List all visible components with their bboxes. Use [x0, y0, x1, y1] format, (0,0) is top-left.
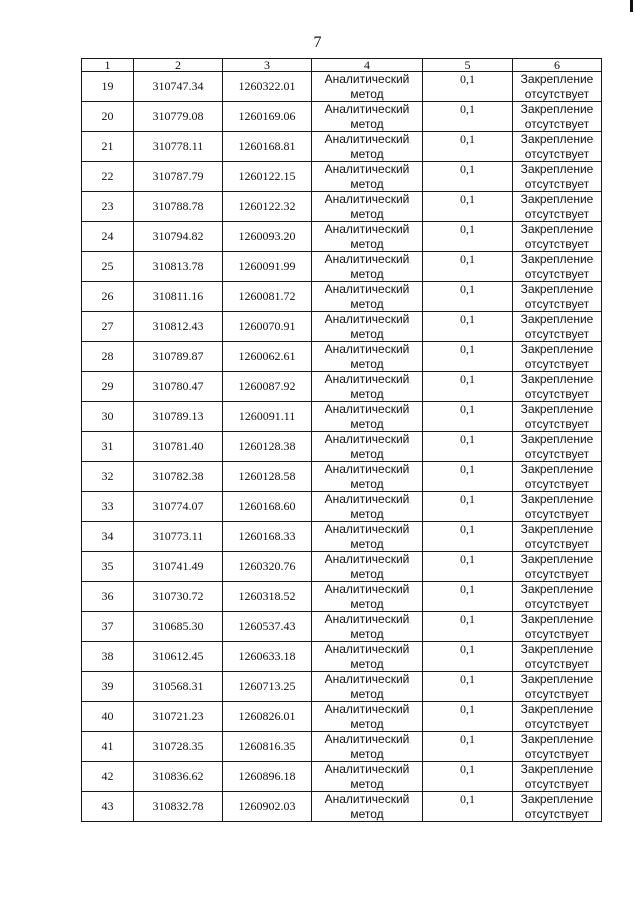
y-coordinate-cell: 1260318.52	[223, 582, 312, 612]
x-coordinate-cell: 310832.78	[134, 792, 223, 822]
point-number-cell: 41	[82, 732, 134, 762]
method-line: метод	[350, 746, 384, 761]
y-coordinate-cell: 1260896.18	[223, 762, 312, 792]
fixation-line: отсутствует	[524, 296, 590, 311]
y-coordinate-cell: 1260128.58	[223, 462, 312, 492]
fixation-line: отсутствует	[524, 566, 590, 581]
table-row	[82, 492, 602, 522]
fixation-cell	[513, 372, 602, 402]
x-coordinate-cell: 310812.43	[134, 312, 223, 342]
coordinates-table	[81, 58, 602, 822]
fixation-line: отсутствует	[524, 506, 590, 521]
fixation-line: Закрепление	[520, 72, 594, 86]
x-coordinate-cell: 310773.11	[134, 522, 223, 552]
fixation-line: Закрепление	[520, 732, 594, 746]
point-number-cell: 37	[82, 612, 134, 642]
fixation-line: отсутствует	[524, 416, 590, 431]
fixation-line: отсутствует	[524, 386, 590, 401]
method-line: метод	[350, 176, 384, 191]
method-line: метод	[350, 716, 384, 731]
column-header: 5	[423, 59, 513, 72]
method-line: Аналитический	[324, 792, 410, 806]
accuracy-cell: 0,1	[423, 102, 513, 132]
method-line: Аналитический	[324, 702, 410, 716]
y-coordinate-cell: 1260168.33	[223, 522, 312, 552]
table-row	[82, 702, 602, 732]
accuracy-cell: 0,1	[423, 372, 513, 402]
method-cell	[312, 432, 423, 462]
method-line: Аналитический	[324, 102, 410, 116]
fixation-cell	[513, 162, 602, 192]
x-coordinate-cell: 310730.72	[134, 582, 223, 612]
method-cell	[312, 162, 423, 192]
fixation-cell	[513, 72, 602, 102]
fixation-cell	[513, 552, 602, 582]
table-row	[82, 372, 602, 402]
fixation-line: Закрепление	[520, 762, 594, 776]
accuracy-cell: 0,1	[423, 72, 513, 102]
table-row	[82, 72, 602, 102]
fixation-cell	[513, 192, 602, 222]
fixation-cell	[513, 312, 602, 342]
table-row	[82, 672, 602, 702]
method-line: Аналитический	[324, 582, 410, 596]
point-number-cell: 42	[82, 762, 134, 792]
fixation-cell	[513, 672, 602, 702]
point-number-cell: 31	[82, 432, 134, 462]
fixation-line: Закрепление	[520, 312, 594, 326]
table-row	[82, 732, 602, 762]
method-cell	[312, 642, 423, 672]
fixation-line: Закрепление	[520, 222, 594, 236]
method-line: метод	[350, 266, 384, 281]
method-line: метод	[350, 86, 384, 101]
table-row	[82, 342, 602, 372]
fixation-line: отсутствует	[524, 536, 590, 551]
fixation-line: отсутствует	[524, 626, 590, 641]
point-number-cell: 23	[82, 192, 134, 222]
table-row	[82, 462, 602, 492]
fixation-cell	[513, 612, 602, 642]
y-coordinate-cell: 1260826.01	[223, 702, 312, 732]
fixation-line: Закрепление	[520, 162, 594, 176]
method-cell	[312, 102, 423, 132]
table-row	[82, 132, 602, 162]
point-number-cell: 20	[82, 102, 134, 132]
accuracy-cell: 0,1	[423, 762, 513, 792]
fixation-line: отсутствует	[524, 716, 590, 731]
method-cell	[312, 792, 423, 822]
method-cell	[312, 762, 423, 792]
point-number-cell: 24	[82, 222, 134, 252]
accuracy-cell: 0,1	[423, 522, 513, 552]
fixation-line: отсутствует	[524, 86, 590, 101]
fixation-cell	[513, 342, 602, 372]
point-number-cell: 27	[82, 312, 134, 342]
fixation-line: Закрепление	[520, 522, 594, 536]
table-row	[82, 282, 602, 312]
x-coordinate-cell: 310782.38	[134, 462, 223, 492]
method-line: метод	[350, 446, 384, 461]
fixation-line: отсутствует	[524, 116, 590, 131]
point-number-cell: 38	[82, 642, 134, 672]
y-coordinate-cell: 1260713.25	[223, 672, 312, 702]
point-number-cell: 40	[82, 702, 134, 732]
column-header: 3	[223, 59, 312, 72]
fixation-line: Закрепление	[520, 792, 594, 806]
point-number-cell: 34	[82, 522, 134, 552]
method-cell	[312, 312, 423, 342]
x-coordinate-cell: 310728.35	[134, 732, 223, 762]
method-cell	[312, 492, 423, 522]
method-cell	[312, 582, 423, 612]
x-coordinate-cell: 310787.79	[134, 162, 223, 192]
table-row	[82, 402, 602, 432]
method-line: Аналитический	[324, 72, 410, 86]
x-coordinate-cell: 310836.62	[134, 762, 223, 792]
fixation-line: отсутствует	[524, 266, 590, 281]
table-header-row	[82, 59, 602, 72]
method-line: метод	[350, 476, 384, 491]
fixation-line: отсутствует	[524, 356, 590, 371]
page-number: 7	[313, 34, 322, 51]
method-line: метод	[350, 776, 384, 791]
y-coordinate-cell: 1260122.15	[223, 162, 312, 192]
method-line: метод	[350, 626, 384, 641]
x-coordinate-cell: 310721.23	[134, 702, 223, 732]
coordinates-table-container	[81, 58, 601, 822]
x-coordinate-cell: 310685.30	[134, 612, 223, 642]
x-coordinate-cell: 310788.78	[134, 192, 223, 222]
method-line: метод	[350, 386, 384, 401]
method-cell	[312, 702, 423, 732]
fixation-cell	[513, 462, 602, 492]
fixation-line: Закрепление	[520, 672, 594, 686]
table-row	[82, 102, 602, 132]
fixation-line: Закрепление	[520, 582, 594, 596]
y-coordinate-cell: 1260062.61	[223, 342, 312, 372]
method-line: Аналитический	[324, 222, 410, 236]
table-row	[82, 612, 602, 642]
fixation-line: Закрепление	[520, 402, 594, 416]
x-coordinate-cell: 310780.47	[134, 372, 223, 402]
x-coordinate-cell: 310568.31	[134, 672, 223, 702]
fixation-line: Закрепление	[520, 612, 594, 626]
fixation-line: отсутствует	[524, 236, 590, 251]
fixation-cell	[513, 432, 602, 462]
column-header: 4	[312, 59, 423, 72]
fixation-line: Закрепление	[520, 552, 594, 566]
method-line: Аналитический	[324, 192, 410, 206]
y-coordinate-cell: 1260633.18	[223, 642, 312, 672]
accuracy-cell: 0,1	[423, 192, 513, 222]
fixation-cell	[513, 792, 602, 822]
x-coordinate-cell: 310778.11	[134, 132, 223, 162]
accuracy-cell: 0,1	[423, 792, 513, 822]
method-line: Аналитический	[324, 522, 410, 536]
method-line: Аналитический	[324, 252, 410, 266]
x-coordinate-cell: 310774.07	[134, 492, 223, 522]
method-line: метод	[350, 536, 384, 551]
fixation-line: Закрепление	[520, 102, 594, 116]
method-line: Аналитический	[324, 402, 410, 416]
table-row	[82, 192, 602, 222]
fixation-line: отсутствует	[524, 176, 590, 191]
table-row	[82, 762, 602, 792]
method-line: Аналитический	[324, 462, 410, 476]
method-line: метод	[350, 806, 384, 821]
method-line: метод	[350, 296, 384, 311]
fixation-line: Закрепление	[520, 132, 594, 146]
fixation-line: Закрепление	[520, 342, 594, 356]
method-cell	[312, 672, 423, 702]
method-line: метод	[350, 116, 384, 131]
method-line: Аналитический	[324, 492, 410, 506]
fixation-line: Закрепление	[520, 192, 594, 206]
accuracy-cell: 0,1	[423, 222, 513, 252]
fixation-line: Закрепление	[520, 702, 594, 716]
point-number-cell: 29	[82, 372, 134, 402]
table-row	[82, 522, 602, 552]
fixation-cell	[513, 642, 602, 672]
fixation-cell	[513, 762, 602, 792]
y-coordinate-cell: 1260169.06	[223, 102, 312, 132]
fixation-line: отсутствует	[524, 596, 590, 611]
method-cell	[312, 732, 423, 762]
fixation-line: Закрепление	[520, 462, 594, 476]
y-coordinate-cell: 1260168.81	[223, 132, 312, 162]
x-coordinate-cell: 310741.49	[134, 552, 223, 582]
table-row	[82, 312, 602, 342]
table-row	[82, 792, 602, 822]
method-line: Аналитический	[324, 132, 410, 146]
accuracy-cell: 0,1	[423, 492, 513, 522]
accuracy-cell: 0,1	[423, 282, 513, 312]
fixation-line: отсутствует	[524, 206, 590, 221]
fixation-line: Закрепление	[520, 492, 594, 506]
y-coordinate-cell: 1260816.35	[223, 732, 312, 762]
point-number-cell: 28	[82, 342, 134, 372]
point-number-cell: 39	[82, 672, 134, 702]
method-cell	[312, 372, 423, 402]
method-line: Аналитический	[324, 372, 410, 386]
table-row	[82, 252, 602, 282]
y-coordinate-cell: 1260902.03	[223, 792, 312, 822]
column-header: 6	[513, 59, 602, 72]
accuracy-cell: 0,1	[423, 402, 513, 432]
method-line: метод	[350, 506, 384, 521]
point-number-cell: 22	[82, 162, 134, 192]
fixation-line: Закрепление	[520, 642, 594, 656]
method-line: Аналитический	[324, 552, 410, 566]
table-body	[82, 72, 602, 822]
method-line: метод	[350, 686, 384, 701]
accuracy-cell: 0,1	[423, 162, 513, 192]
y-coordinate-cell: 1260322.01	[223, 72, 312, 102]
x-coordinate-cell: 310789.13	[134, 402, 223, 432]
y-coordinate-cell: 1260091.99	[223, 252, 312, 282]
accuracy-cell: 0,1	[423, 132, 513, 162]
fixation-cell	[513, 252, 602, 282]
table-row	[82, 642, 602, 672]
x-coordinate-cell: 310813.78	[134, 252, 223, 282]
accuracy-cell: 0,1	[423, 252, 513, 282]
table-row	[82, 582, 602, 612]
scan-corner-mark	[630, 0, 633, 12]
method-cell	[312, 462, 423, 492]
y-coordinate-cell: 1260128.38	[223, 432, 312, 462]
x-coordinate-cell: 310747.34	[134, 72, 223, 102]
fixation-line: отсутствует	[524, 806, 590, 821]
method-line: метод	[350, 146, 384, 161]
method-line: Аналитический	[324, 642, 410, 656]
method-line: метод	[350, 566, 384, 581]
fixation-line: отсутствует	[524, 776, 590, 791]
point-number-cell: 19	[82, 72, 134, 102]
point-number-cell: 35	[82, 552, 134, 582]
method-line: Аналитический	[324, 282, 410, 296]
fixation-line: отсутствует	[524, 686, 590, 701]
fixation-line: отсутствует	[524, 146, 590, 161]
point-number-cell: 30	[82, 402, 134, 432]
x-coordinate-cell: 310612.45	[134, 642, 223, 672]
fixation-cell	[513, 222, 602, 252]
fixation-line: Закрепление	[520, 372, 594, 386]
x-coordinate-cell: 310789.87	[134, 342, 223, 372]
method-line: Аналитический	[324, 312, 410, 326]
method-line: метод	[350, 326, 384, 341]
accuracy-cell: 0,1	[423, 432, 513, 462]
accuracy-cell: 0,1	[423, 582, 513, 612]
method-cell	[312, 402, 423, 432]
column-header: 1	[82, 59, 134, 72]
fixation-cell	[513, 132, 602, 162]
method-line: метод	[350, 656, 384, 671]
y-coordinate-cell: 1260537.43	[223, 612, 312, 642]
fixation-line: отсутствует	[524, 446, 590, 461]
fixation-cell	[513, 732, 602, 762]
point-number-cell: 33	[82, 492, 134, 522]
x-coordinate-cell: 310794.82	[134, 222, 223, 252]
y-coordinate-cell: 1260093.20	[223, 222, 312, 252]
accuracy-cell: 0,1	[423, 732, 513, 762]
accuracy-cell: 0,1	[423, 702, 513, 732]
method-line: Аналитический	[324, 342, 410, 356]
fixation-cell	[513, 102, 602, 132]
point-number-cell: 21	[82, 132, 134, 162]
y-coordinate-cell: 1260122.32	[223, 192, 312, 222]
method-cell	[312, 192, 423, 222]
table-row	[82, 552, 602, 582]
accuracy-cell: 0,1	[423, 672, 513, 702]
point-number-cell: 36	[82, 582, 134, 612]
fixation-cell	[513, 282, 602, 312]
method-line: метод	[350, 206, 384, 221]
method-cell	[312, 612, 423, 642]
method-cell	[312, 222, 423, 252]
fixation-line: Закрепление	[520, 282, 594, 296]
method-line: Аналитический	[324, 762, 410, 776]
method-cell	[312, 522, 423, 552]
x-coordinate-cell: 310779.08	[134, 102, 223, 132]
fixation-line: Закрепление	[520, 252, 594, 266]
y-coordinate-cell: 1260320.76	[223, 552, 312, 582]
y-coordinate-cell: 1260070.91	[223, 312, 312, 342]
accuracy-cell: 0,1	[423, 552, 513, 582]
method-line: Аналитический	[324, 432, 410, 446]
fixation-cell	[513, 402, 602, 432]
method-line: Аналитический	[324, 612, 410, 626]
point-number-cell: 26	[82, 282, 134, 312]
point-number-cell: 32	[82, 462, 134, 492]
fixation-cell	[513, 702, 602, 732]
x-coordinate-cell: 310781.40	[134, 432, 223, 462]
accuracy-cell: 0,1	[423, 342, 513, 372]
method-line: Аналитический	[324, 672, 410, 686]
fixation-line: отсутствует	[524, 326, 590, 341]
x-coordinate-cell: 310811.16	[134, 282, 223, 312]
y-coordinate-cell: 1260081.72	[223, 282, 312, 312]
point-number-cell: 43	[82, 792, 134, 822]
fixation-line: отсутствует	[524, 746, 590, 761]
method-cell	[312, 252, 423, 282]
fixation-cell	[513, 522, 602, 552]
y-coordinate-cell: 1260087.92	[223, 372, 312, 402]
y-coordinate-cell: 1260168.60	[223, 492, 312, 522]
method-cell	[312, 72, 423, 102]
method-line: Аналитический	[324, 732, 410, 746]
method-cell	[312, 342, 423, 372]
method-line: метод	[350, 596, 384, 611]
method-cell	[312, 282, 423, 312]
fixation-cell	[513, 582, 602, 612]
fixation-line: отсутствует	[524, 476, 590, 491]
method-line: метод	[350, 356, 384, 371]
accuracy-cell: 0,1	[423, 612, 513, 642]
point-number-cell: 25	[82, 252, 134, 282]
fixation-line: отсутствует	[524, 656, 590, 671]
table-row	[82, 162, 602, 192]
table-row	[82, 432, 602, 462]
method-line: метод	[350, 236, 384, 251]
method-cell	[312, 552, 423, 582]
fixation-line: Закрепление	[520, 432, 594, 446]
accuracy-cell: 0,1	[423, 312, 513, 342]
accuracy-cell: 0,1	[423, 642, 513, 672]
method-cell	[312, 132, 423, 162]
table-row	[82, 222, 602, 252]
accuracy-cell: 0,1	[423, 462, 513, 492]
column-header: 2	[134, 59, 223, 72]
fixation-cell	[513, 492, 602, 522]
method-line: Аналитический	[324, 162, 410, 176]
y-coordinate-cell: 1260091.11	[223, 402, 312, 432]
method-line: метод	[350, 416, 384, 431]
